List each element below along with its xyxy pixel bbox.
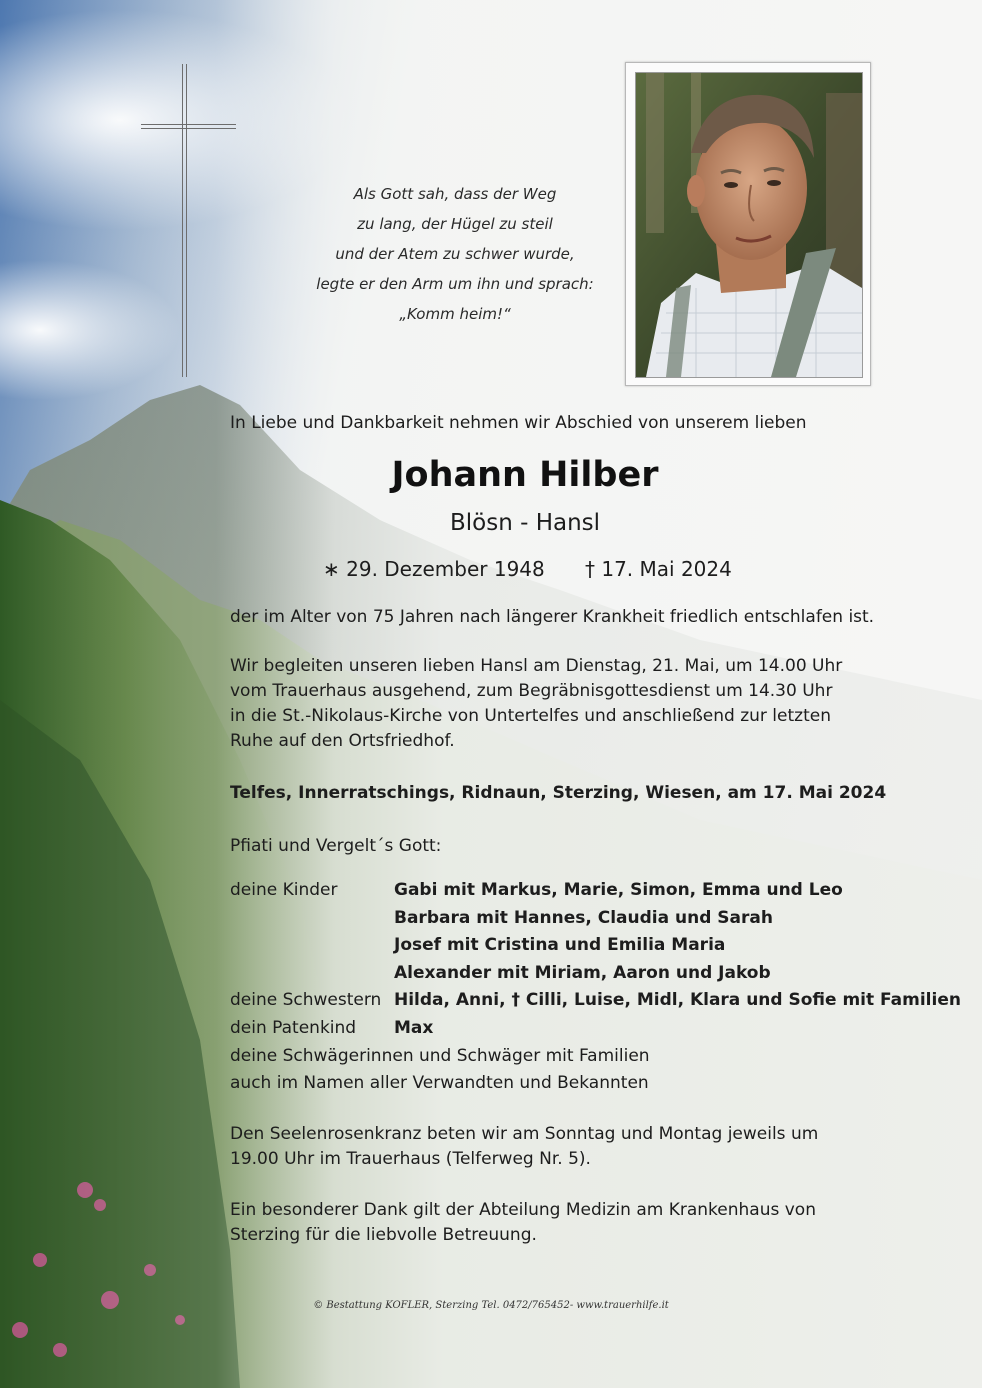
portrait-photo (635, 72, 863, 378)
sisters-label: deine Schwestern (230, 990, 382, 1011)
funeral-line: Ruhe auf den Ortsfriedhof. (230, 731, 455, 751)
intro-text: In Liebe und Dankbarkeit nehmen wir Abschied von unserem lieben (230, 413, 807, 433)
thanks-line: Ein besonderer Dank gilt der Abteilung Medizin am Krankenhaus von (230, 1200, 816, 1220)
deceased-name: Johann Hilber (391, 455, 659, 495)
birth-date: ∗ 29. Dezember 1948 (323, 557, 545, 581)
funeral-line: in die St.-Nikolaus-Kirche von Untertelfes und anschließend zur letzten (230, 706, 831, 726)
children-names: Gabi mit Markus, Marie, Simon, Emma und Leo (394, 880, 843, 900)
children-label: deine Kinder (230, 880, 338, 900)
portrait-frame (625, 62, 871, 386)
children-names: Alexander mit Miriam, Aaron und Jakob (394, 962, 771, 983)
rosary-announcement (230, 1122, 818, 1172)
funeral-line: vom Trauerhaus ausgehend, zum Begräbnisgottesdienst um 14.30 Uhr (230, 681, 833, 701)
poem-line: „Komm heim!“ (399, 305, 511, 323)
funeral-line: Wir begleiten unseren lieben Hansl am Dienstag, 21. Mai, um 14.00 Uhr (230, 656, 843, 676)
death-date: † 17. Mai 2024 (585, 557, 732, 581)
rosary-line: 19.00 Uhr im Trauerhaus (Telferweg Nr. 5). (230, 1149, 591, 1169)
godchild-name: Max (394, 1017, 434, 1038)
funeral-home-footer: © Bestattung KOFLER, Sterzing Tel. 0472/765452- www.trauerhilfe.it (313, 1300, 669, 1311)
relatives-line: auch im Namen aller Verwandten und Bekannten (230, 1073, 649, 1094)
age-statement: der im Alter von 75 Jahren nach längerer Krankheit friedlich entschlafen ist. (230, 607, 875, 627)
poem-line: legte er den Arm um ihn und sprach: (316, 275, 594, 293)
memorial-poem (300, 179, 610, 329)
poem-line: zu lang, der Hügel zu steil (357, 215, 553, 233)
funeral-announcement (230, 654, 842, 754)
inlaws-line: deine Schwägerinnen und Schwäger mit Familien (230, 1045, 650, 1066)
children-names: Barbara mit Hannes, Claudia und Sarah (394, 907, 773, 928)
poem-line: und der Atem zu schwer wurde, (335, 245, 575, 263)
rosary-line: Den Seelenrosenkranz beten wir am Sonntag und Montag jeweils um (230, 1124, 819, 1144)
farewell-line: Pfiati und Vergelt´s Gott: (230, 836, 442, 856)
sisters-names: Hilda, Anni, † Cilli, Luise, Midl, Klara und Sofie mit Familien (394, 990, 961, 1011)
deceased-nickname: Blösn - Hansl (449, 510, 601, 536)
godchild-label: dein Patenkind (230, 1017, 357, 1038)
thanks-line: Sterzing für die liebvolle Betreuung. (230, 1225, 537, 1245)
poem-line: Als Gott sah, dass der Weg (353, 185, 557, 203)
children-names: Josef mit Cristina und Emilia Maria (394, 935, 726, 956)
places-and-date: Telfes, Innerratschings, Ridnaun, Sterzing, Wiesen, am 17. Mai 2024 (230, 783, 887, 803)
thanks-note (230, 1198, 816, 1248)
